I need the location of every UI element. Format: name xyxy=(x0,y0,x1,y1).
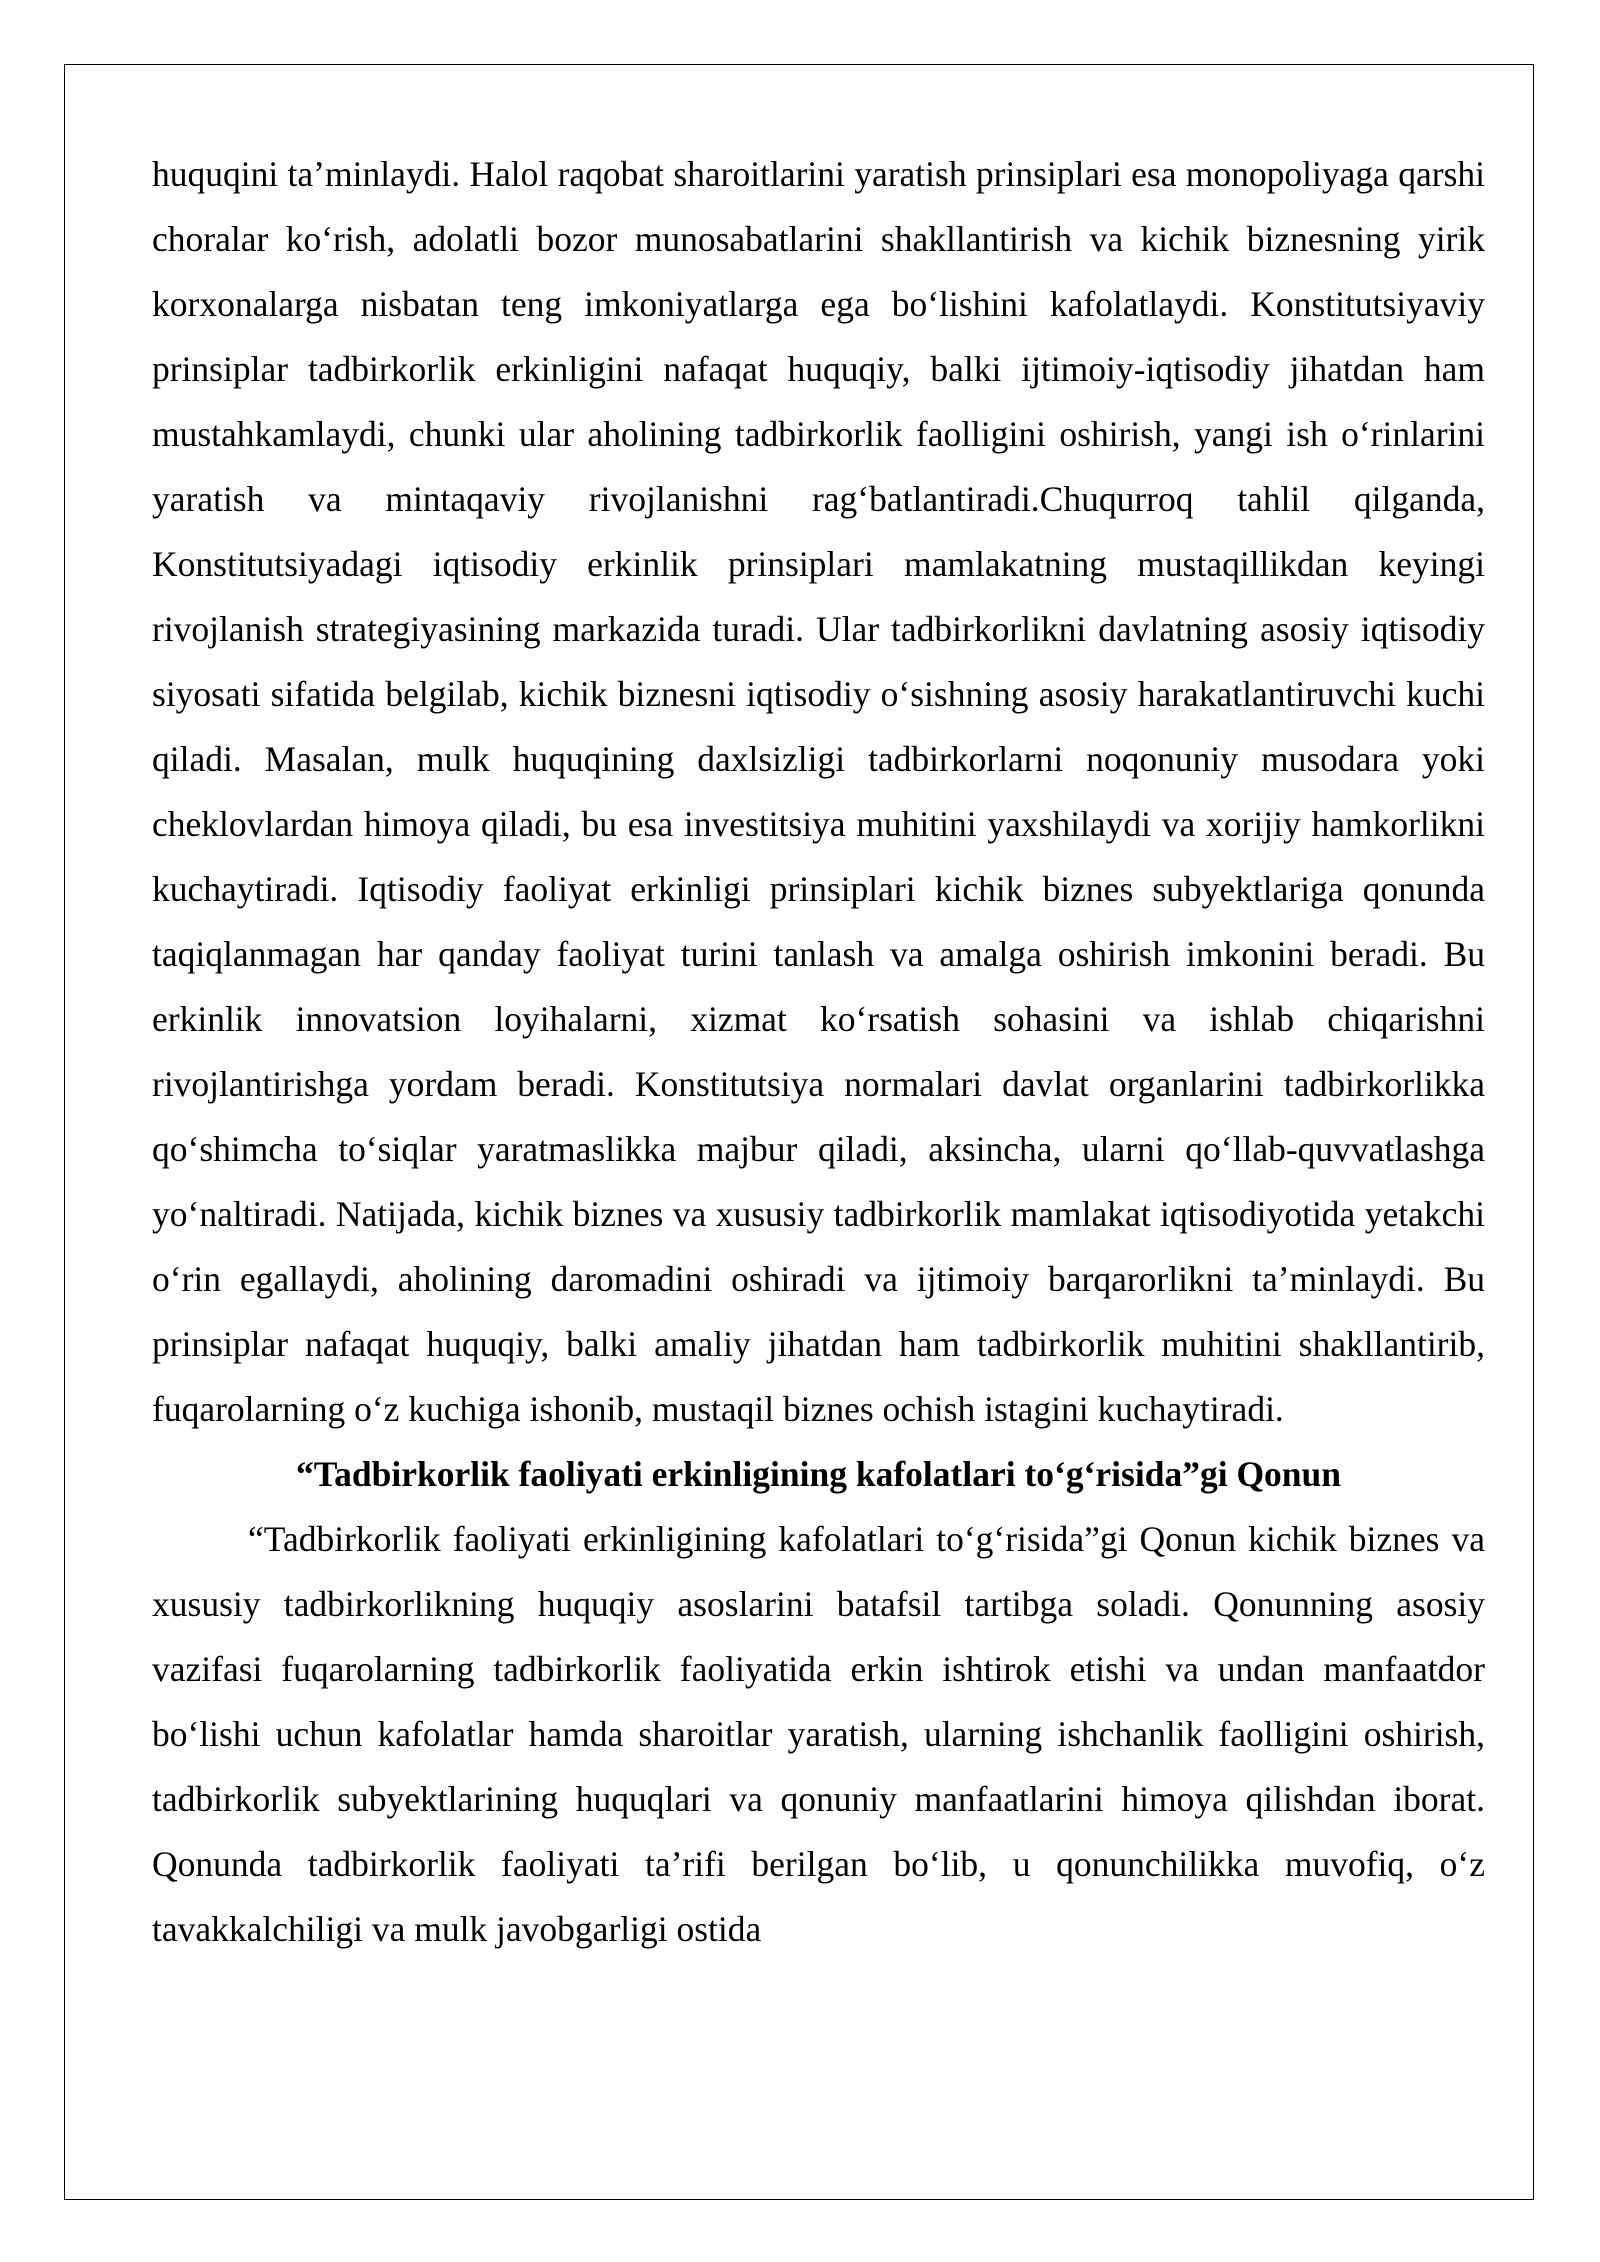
section-heading: “Tadbirkorlik faoliyati erkinligining kafolatlari toʻgʻrisida”gi Qonun xyxy=(295,1454,1342,1494)
body-paragraph-1: huquqini taʼminlaydi. Halol raqobat sharoitlarini yaratish prinsiplari esa monopoliyaga qarshi choralar koʻrish, adolatli bozor munosabatlarini shakllantirish va kichik biznesning yirik korxonalarga nisbatan teng imkoniyatlarga ega boʻlishini kafolatlaydi. Konstitutsiyaviy prinsiplar tadbirkorlik erkinligini nafaqat huquqiy, balki ijtimoiy-iqtisodiy jihatdan ham mustahkamlaydi, chunki ular aholining tadbirkorlik faolligini oshirish, yangi ish oʻrinlarini yaratish va mintaqaviy rivojlanishni ragʻbatlantiradi.Chuqurroq tahlil qilganda, Konstitutsiyadagi iqtisodiy erkinlik prinsiplari mamlakatning mustaqillikdan keyingi rivojlanish strategiyasining markazida turadi. Ular tadbirkorlikni davlatning asosiy iqtisodiy siyosati sifatida belgilab, kichik biznesni iqtisodiy oʻsishning asosiy harakatlantiruvchi kuchi qiladi. Masalan, mulk huquqining daxlsizligi tadbirkorlarni noqonuniy musodara yoki cheklovlardan himoya qiladi, bu esa investitsiya muhitini yaxshilaydi va xorijiy hamkorlikni kuchaytiradi. Iqtisodiy faoliyat erkinligi prinsiplari kichik biznes subyektlariga qonunda taqiqlanmagan har qanday faoliyat turini tanlash va amalga oshirish imkonini beradi. Bu erkinlik innovatsion loyihalarni, xizmat koʻrsatish sohasini va ishlab chiqarishni rivojlantirishga yordam beradi. Konstitutsiya normalari davlat organlarini tadbirkorlikka qoʻshimcha toʻsiqlar yaratmaslikka majbur qiladi, aksincha, ularni qoʻllab-quvvatlashga yoʻnaltiradi. Natijada, kichik biznes va xususiy tadbirkorlik mamlakat iqtisodiyotida yetakchi oʻrin egallaydi, aholining daromadini oshiradi va ijtimoiy barqarorlikni taʼminlaydi. Bu prinsiplar nafaqat huquqiy, balki amaliy jihatdan ham tadbirkorlik muhitini shakllantirib, fuqarolarning oʻz kuchiga ishonib, mustaqil biznes ochish istagini kuchaytiradi. xyxy=(152,154,1485,1429)
document-body xyxy=(152,142,1485,1962)
body-paragraph-2: “Tadbirkorlik faoliyati erkinligining kafolatlari toʻgʻrisida”gi Qonun kichik biznes va xususiy tadbirkorlikning huquqiy asoslarini batafsil tartibga soladi. Qonunning asosiy vazifasi fuqarolarning tadbirkorlik faoliyatida erkin ishtirok etishi va undan manfaatdor boʻlishi uchun kafolatlar hamda sharoitlar yaratish, ularning ishchanlik faolligini oshirish, tadbirkorlik subyektlarining huquqlari va qonuniy manfaatlarini himoya qilishdan iborat. Qonunda tadbirkorlik faoliyati taʼrifi berilgan boʻlib, u qonunchilikka muvofiq, oʻz tavakkalchiligi va mulk javobgarligi ostida xyxy=(152,1519,1485,1949)
